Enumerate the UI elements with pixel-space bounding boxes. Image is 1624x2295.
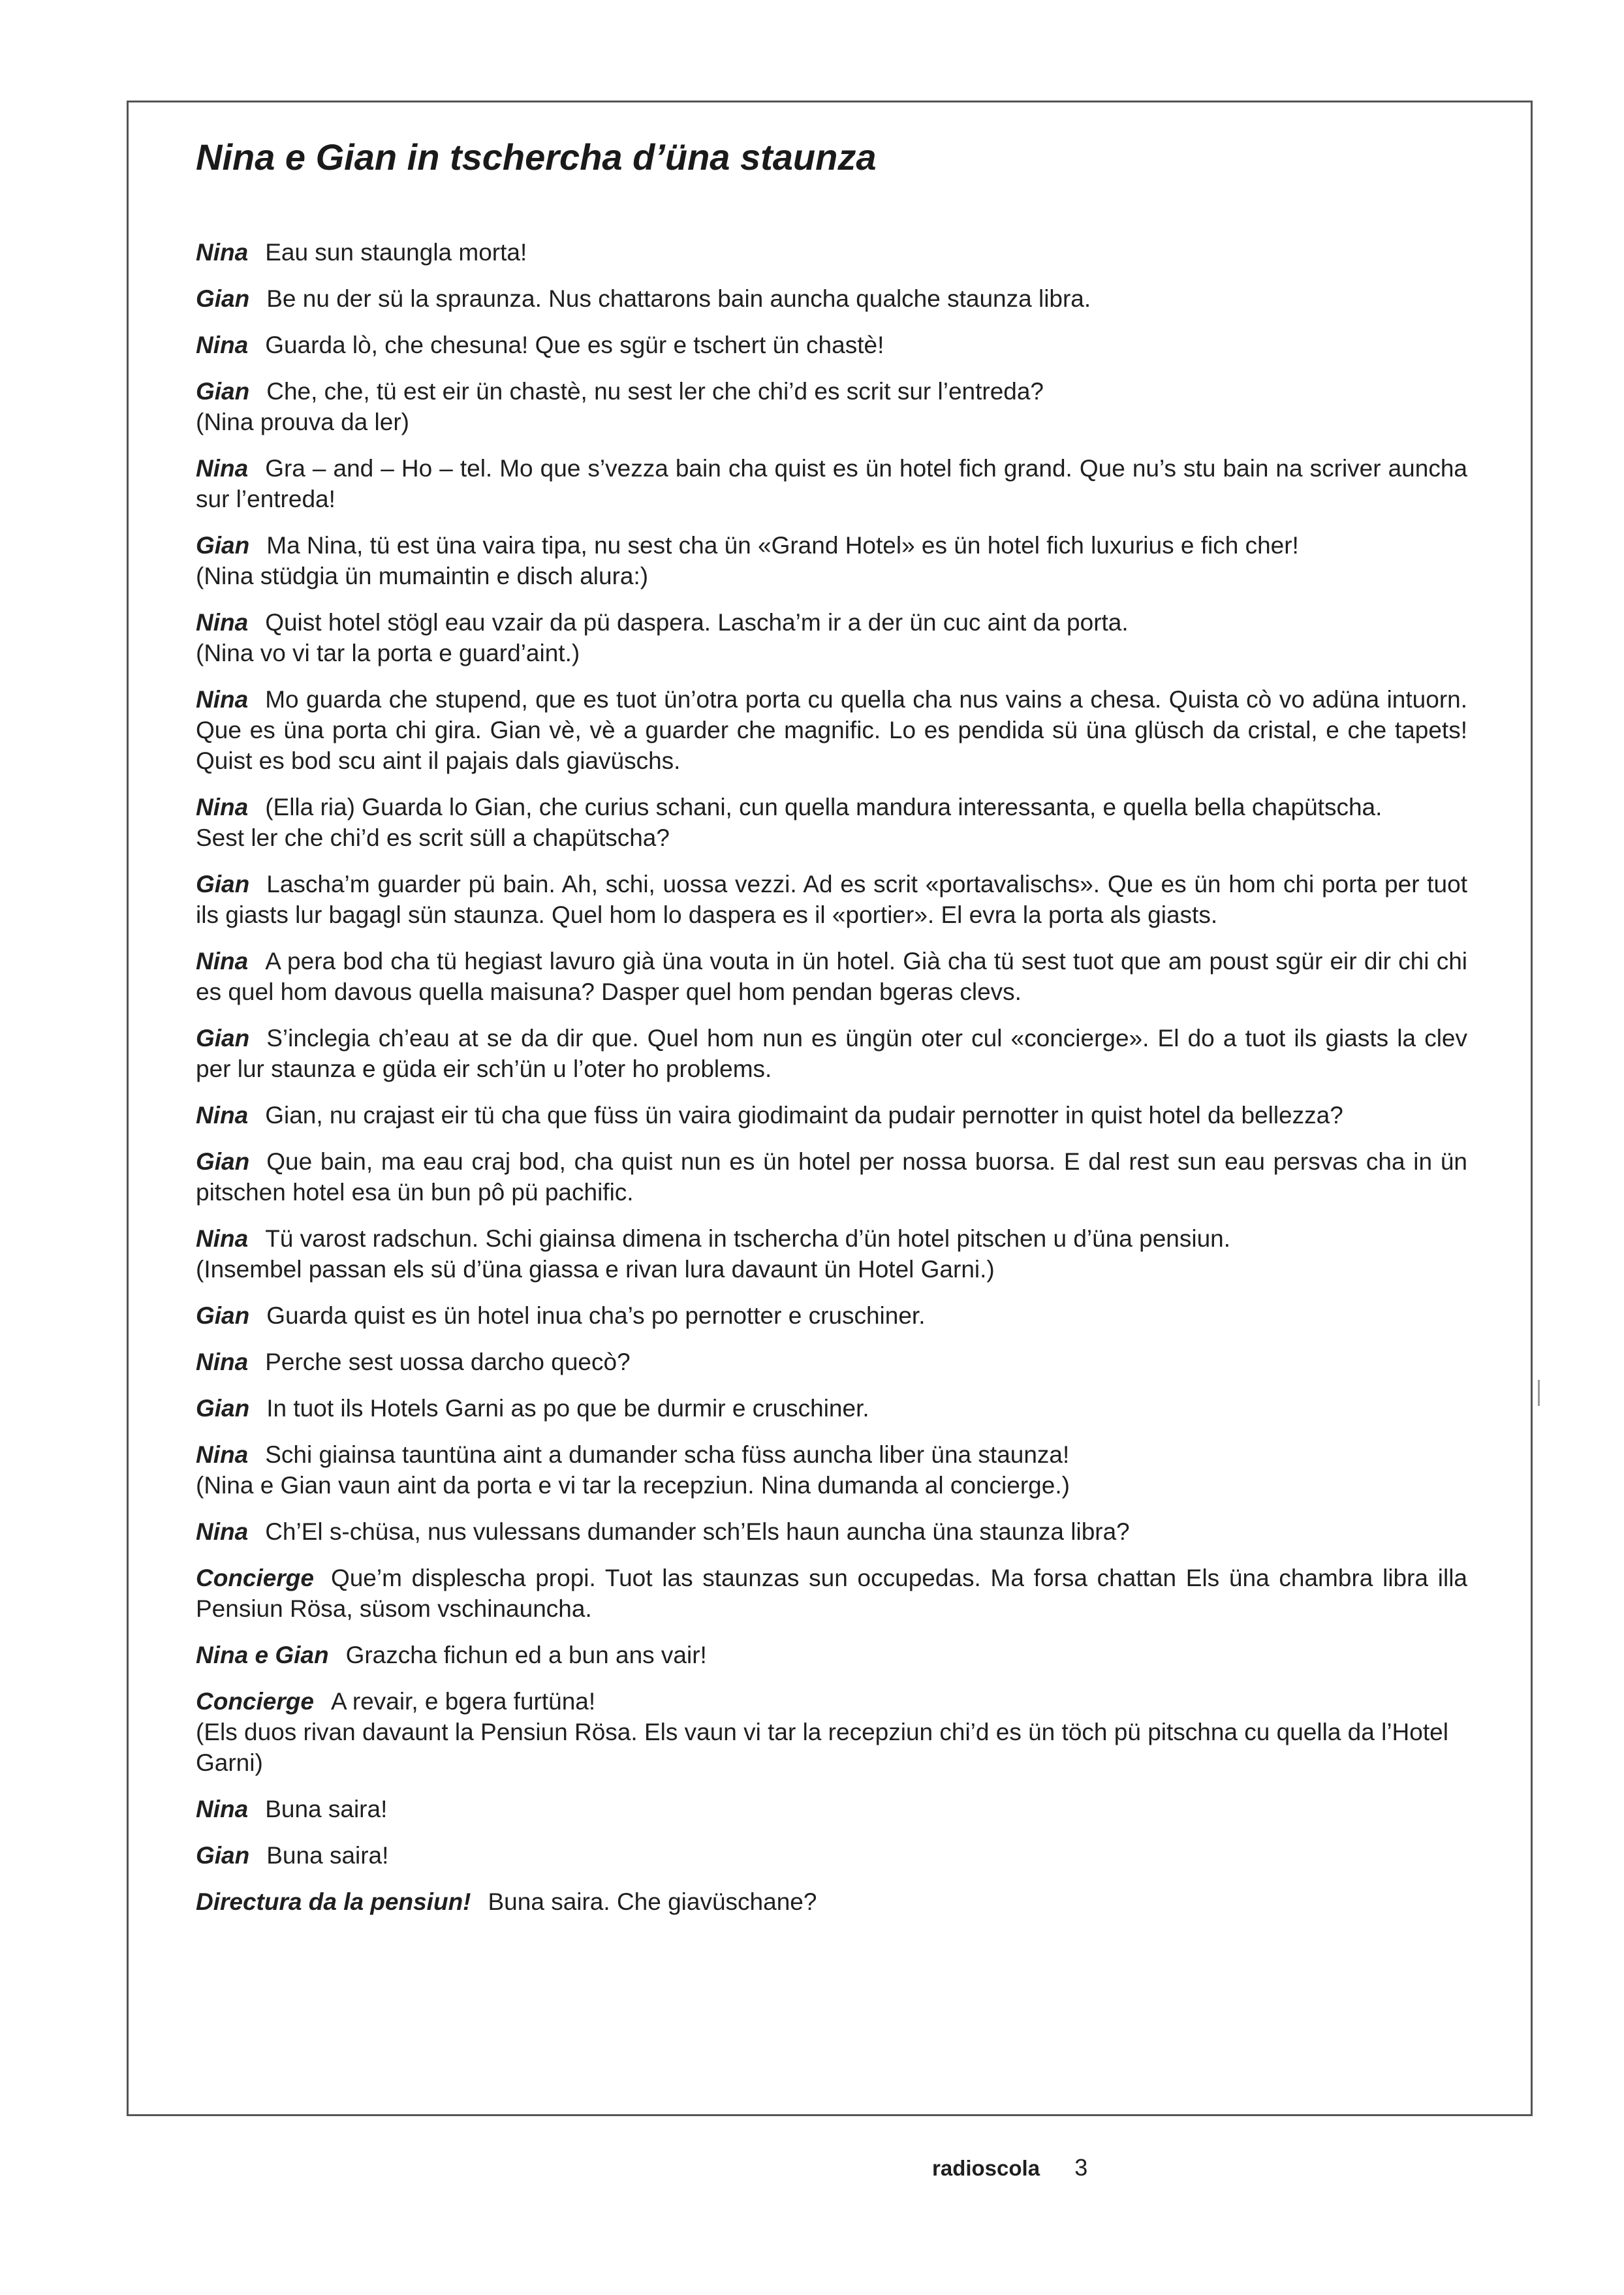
publication-name: radioscola bbox=[932, 2156, 1040, 2180]
speech-text: Perche sest uossa darcho quecò? bbox=[265, 1349, 631, 1375]
stage-direction: (Els duos rivan davaunt la Pensiun Rösa. Els vaun vi tar la recepziun chi’d es ün töch pü pitschna cu quella da l’Hotel Garni) bbox=[196, 1719, 1448, 1776]
stage-direction: (Nina stüdgia ün mumaintin e disch alura:) bbox=[196, 563, 649, 589]
speech-text: Che, che, tü est eir ün chastè, nu sest ler che chi’d es scrit sur l’entreda? bbox=[266, 378, 1044, 405]
dialogue-entry bbox=[196, 330, 1467, 360]
speaker-name: Concierge bbox=[196, 1688, 314, 1715]
speech-text: Lascha’m guarder pü bain. Ah, schi, uossa vezzi. Ad es scrit «portavalischs». Que es ün hom chi porta per tuot ils giasts lur bagagl sün staunza. Quel hom lo daspera es il «portier». El evra la porta als giasts. bbox=[196, 871, 1467, 928]
speaker-name: Gian bbox=[196, 285, 250, 312]
dialogue-entry bbox=[196, 1146, 1467, 1208]
page-footer bbox=[932, 2154, 1087, 2181]
speech-text: Guarda quist es ün hotel inua cha’s po pernotter e cruschiner. bbox=[266, 1302, 926, 1329]
speech-text: Gian, nu crajast eir tü cha que füss ün vaira giodimaint da pudair pernotter in quist hotel da bellezza? bbox=[265, 1102, 1343, 1129]
speech-text: Mo guarda che stupend, que es tuot ün’otra porta cu quella cha nus vains a chesa. Quista cò vo adüna intuorn. Que es üna porta chi gira. Gian vè, vè a guarder che magnific. Lo es pendida sü üna glüsch da cristal, e che tapets! Quist es bod scu aint il pajais dals giavüschs. bbox=[196, 686, 1467, 774]
speaker-name: Gian bbox=[196, 1025, 250, 1052]
speaker-name: Nina bbox=[196, 1518, 249, 1545]
speech-text: S’inclegia ch’eau at se da dir que. Quel hom nun es üngün oter cul «concierge». El do a tuot ils giasts la clev per lur staunza e güda eir sch’ün u l’oter ho problems. bbox=[196, 1025, 1467, 1082]
dialogue-entry bbox=[196, 237, 1467, 268]
stage-direction: (Nina prouva da ler) bbox=[196, 409, 409, 435]
stage-direction: (Insembel passan els sü d’üna giassa e rivan lura davaunt ün Hotel Garni.) bbox=[196, 1256, 995, 1283]
speaker-name: Gian bbox=[196, 1842, 250, 1869]
dialogue-entry bbox=[196, 376, 1467, 437]
dialogue-entry bbox=[196, 607, 1467, 668]
dialogue-entry bbox=[196, 1439, 1467, 1501]
dialogue-entry bbox=[196, 1886, 1467, 1917]
dialogue-entry bbox=[196, 684, 1467, 776]
dialogue-entry bbox=[196, 1393, 1467, 1424]
page-title: Nina e Gian in tschercha d’üna staunza bbox=[196, 136, 877, 178]
speech-text: Ch’El s-chüsa, nus vulessans dumander sch’Els haun auncha üna staunza libra? bbox=[265, 1518, 1130, 1545]
dialogue-entry bbox=[196, 1563, 1467, 1624]
dialogue-entry bbox=[196, 1347, 1467, 1377]
speech-text: In tuot ils Hotels Garni as po que be durmir e cruschiner. bbox=[266, 1395, 869, 1422]
speech-text: Gra – and – Ho – tel. Mo que s’vezza bain cha quist es ün hotel fich grand. Que nu’s stu bain na scriver auncha sur l’entreda! bbox=[196, 455, 1467, 512]
dialogue-entry bbox=[196, 1794, 1467, 1824]
speaker-name: Nina bbox=[196, 1349, 249, 1375]
speech-text: Que bain, ma eau craj bod, cha quist nun es ün hotel per nossa buorsa. E dal rest sun eau persvas cha in ün pitschen hotel esa ün bun pô pü pachific. bbox=[196, 1148, 1467, 1206]
speaker-name: Nina bbox=[196, 948, 249, 975]
speaker-name: Nina bbox=[196, 1441, 249, 1468]
speaker-name: Nina bbox=[196, 1796, 249, 1822]
speaker-name: Directura da la pensiun! bbox=[196, 1888, 471, 1915]
speaker-name: Nina bbox=[196, 609, 249, 636]
scan-mark bbox=[1538, 1380, 1540, 1406]
dialogue-entry bbox=[196, 1223, 1467, 1285]
dialogue-entry bbox=[196, 869, 1467, 930]
dialogue-entry bbox=[196, 1516, 1467, 1547]
speech-text: Que’m displescha propi. Tuot las staunzas sun occupedas. Ma forsa chattan Els üna chambra libra illa Pensiun Rösa, süsom vschinauncha. bbox=[196, 1565, 1467, 1622]
dialogue-entry bbox=[196, 453, 1467, 514]
speech-text: Grazcha fichun ed a bun ans vair! bbox=[345, 1642, 707, 1668]
dialogue-entry bbox=[196, 946, 1467, 1007]
dialogue-entry bbox=[196, 792, 1467, 853]
speaker-name: Nina bbox=[196, 239, 249, 266]
speech-text: Eau sun staungla morta! bbox=[265, 239, 527, 266]
speech-text: Ma Nina, tü est üna vaira tipa, nu sest cha ün «Grand Hotel» es ün hotel fich luxurius e fich cher! bbox=[266, 532, 1299, 559]
stage-direction: (Nina e Gian vaun aint da porta e vi tar la recepziun. Nina dumanda al concierge.) bbox=[196, 1472, 1070, 1499]
dialogue-entry bbox=[196, 1300, 1467, 1331]
speech-text: Schi giainsa tauntüna aint a dumander scha füss auncha liber üna staunza! bbox=[265, 1441, 1070, 1468]
dialogue-entry bbox=[196, 1840, 1467, 1871]
speaker-name: Gian bbox=[196, 1148, 250, 1175]
speaker-name: Nina bbox=[196, 455, 249, 482]
dialogue-entry bbox=[196, 1686, 1467, 1778]
speaker-name: Concierge bbox=[196, 1565, 314, 1591]
speech-text: Buna saira! bbox=[265, 1796, 388, 1822]
speaker-name: Nina bbox=[196, 686, 249, 713]
speech-text: Guarda lò, che chesuna! Que es sgür e tschert ün chastè! bbox=[265, 332, 884, 358]
speech-text: Buna saira! bbox=[266, 1842, 389, 1869]
speaker-name: Nina e Gian bbox=[196, 1642, 329, 1668]
speaker-name: Nina bbox=[196, 1102, 249, 1129]
speech-text: Buna saira. Che giavüschane? bbox=[488, 1888, 817, 1915]
speaker-name: Gian bbox=[196, 871, 250, 898]
speaker-name: Gian bbox=[196, 1395, 250, 1422]
speech-text: A revair, e bgera furtüna! bbox=[330, 1688, 596, 1715]
speaker-name: Nina bbox=[196, 1225, 249, 1252]
speech-text: Be nu der sü la spraunza. Nus chattarons bain auncha qualche staunza libra. bbox=[266, 285, 1091, 312]
dialogue bbox=[196, 237, 1467, 1933]
speaker-name: Nina bbox=[196, 332, 249, 358]
stage-direction: Sest ler che chi’d es scrit süll a chapütscha? bbox=[196, 824, 670, 851]
speaker-name: Gian bbox=[196, 1302, 250, 1329]
speaker-name: Gian bbox=[196, 378, 250, 405]
dialogue-entry bbox=[196, 1100, 1467, 1131]
speech-text: (Ella ria) Guarda lo Gian, che curius schani, cun quella mandura interessanta, e quella bella chapütscha. bbox=[265, 794, 1382, 820]
speaker-name: Gian bbox=[196, 532, 250, 559]
dialogue-entry bbox=[196, 1640, 1467, 1670]
speech-text: Tü varost radschun. Schi giainsa dimena in tschercha d’ün hotel pitschen u d’üna pensiun. bbox=[265, 1225, 1231, 1252]
page-number: 3 bbox=[1074, 2154, 1088, 2181]
dialogue-entry bbox=[196, 1023, 1467, 1084]
speech-text: A pera bod cha tü hegiast lavuro già üna vouta in ün hotel. Già cha tü sest tuot que am poust sgür eir dir chi chi es quel hom davous quella maisuna? Dasper quel hom pendan bgeras clevs. bbox=[196, 948, 1467, 1005]
stage-direction: (Nina vo vi tar la porta e guard’aint.) bbox=[196, 640, 580, 666]
speaker-name: Nina bbox=[196, 794, 249, 820]
dialogue-entry bbox=[196, 530, 1467, 591]
speech-text: Quist hotel stögl eau vzair da pü daspera. Lascha’m ir a der ün cuc aint da porta. bbox=[265, 609, 1129, 636]
dialogue-entry bbox=[196, 283, 1467, 314]
